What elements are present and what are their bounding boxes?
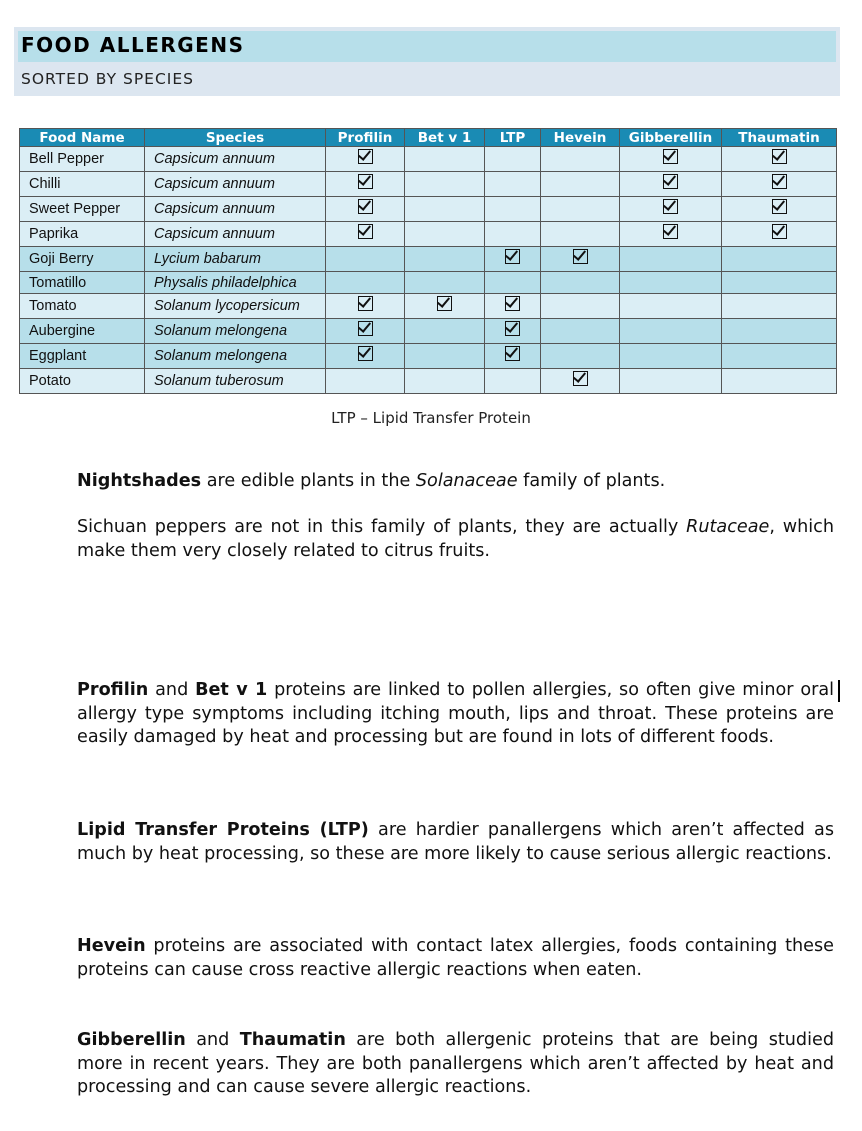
- table-row: [20, 147, 837, 172]
- term-solanaceae: Solanaceae: [415, 471, 518, 491]
- table-row: [20, 247, 837, 272]
- cell-ltp: [485, 222, 541, 247]
- column-header-species: Species: [145, 129, 326, 147]
- term-ltp: Lipid Transfer Proteins (LTP): [77, 820, 369, 840]
- cell-ltp: [485, 147, 541, 172]
- cell-species: Physalis philadelphica: [145, 272, 326, 294]
- checked-box-icon: [772, 199, 787, 214]
- cell-thaumatin: [722, 147, 837, 172]
- checked-box-icon: [358, 174, 373, 189]
- cell-hevein: [541, 319, 620, 344]
- cell-hevein: [541, 172, 620, 197]
- column-header-gibberellin: Gibberellin: [620, 129, 722, 147]
- table-row: [20, 272, 837, 294]
- cell-hevein: [541, 294, 620, 319]
- cell-ltp: [485, 369, 541, 394]
- cell-bet-v-1: [405, 247, 485, 272]
- paragraph-text: are edible plants in the: [201, 471, 416, 491]
- paragraph-text: family of plants.: [517, 471, 666, 491]
- cell-food-name: Goji Berry: [20, 247, 145, 272]
- checked-box-icon: [358, 224, 373, 239]
- table-caption: LTP – Lipid Transfer Protein: [331, 409, 531, 427]
- cell-species: Capsicum annuum: [145, 197, 326, 222]
- table-row: [20, 197, 837, 222]
- paragraph-text: Sichuan peppers are not in this family of plants, they are actually: [77, 517, 687, 537]
- cell-thaumatin: [722, 272, 837, 294]
- column-header-ltp: LTP: [485, 129, 541, 147]
- cell-food-name: Eggplant: [20, 344, 145, 369]
- cell-food-name: Tomatillo: [20, 272, 145, 294]
- cell-thaumatin: [722, 369, 837, 394]
- page-title: FOOD ALLERGENS: [21, 33, 245, 57]
- checked-box-icon: [573, 371, 588, 386]
- cell-bet-v-1: [405, 172, 485, 197]
- cell-food-name: Chilli: [20, 172, 145, 197]
- cell-profilin: [326, 197, 405, 222]
- cell-species: Capsicum annuum: [145, 172, 326, 197]
- column-header-hevein: Hevein: [541, 129, 620, 147]
- table-body: [20, 147, 837, 394]
- paragraph-ltp: [77, 819, 834, 866]
- cell-ltp: [485, 272, 541, 294]
- cell-food-name: Bell Pepper: [20, 147, 145, 172]
- checked-box-icon: [358, 346, 373, 361]
- cell-profilin: [326, 319, 405, 344]
- cell-gibberellin: [620, 197, 722, 222]
- cell-food-name: Tomato: [20, 294, 145, 319]
- cell-gibberellin: [620, 247, 722, 272]
- checked-box-icon: [505, 296, 520, 311]
- checked-box-icon: [663, 174, 678, 189]
- cell-hevein: [541, 272, 620, 294]
- cell-ltp: [485, 247, 541, 272]
- cell-gibberellin: [620, 344, 722, 369]
- cell-hevein: [541, 344, 620, 369]
- cell-ltp: [485, 294, 541, 319]
- paragraph-text: are both allergenic proteins that are being studied more in recent years. They are both panallergens which aren’t affected by heat and processing and can cause severe allergic reactions.: [77, 1030, 834, 1097]
- cell-thaumatin: [722, 197, 837, 222]
- term-bet-v-1: Bet v 1: [195, 680, 268, 700]
- checked-box-icon: [573, 249, 588, 264]
- paragraph-text: proteins are associated with contact latex allergies, foods containing these proteins can cause cross reactive allergic reactions when eaten.: [77, 936, 834, 980]
- paragraph-text: proteins are linked to pollen allergies, so often give minor oral allergy type symptoms including itching mouth, lips and throat. These proteins are easily damaged by heat and processing but are found in lots of different foods.: [77, 680, 834, 747]
- cell-profilin: [326, 172, 405, 197]
- column-header-bet-v-1: Bet v 1: [405, 129, 485, 147]
- paragraph-gibberellin: [77, 1029, 834, 1100]
- cell-bet-v-1: [405, 197, 485, 222]
- cell-hevein: [541, 197, 620, 222]
- checked-box-icon: [358, 199, 373, 214]
- checked-box-icon: [772, 174, 787, 189]
- text-cursor: [838, 680, 840, 702]
- table-row: [20, 222, 837, 247]
- term-profilin: Profilin: [77, 680, 149, 700]
- allergen-table: [19, 128, 837, 394]
- cell-species: Solanum lycopersicum: [145, 294, 326, 319]
- cell-bet-v-1: [405, 369, 485, 394]
- cell-hevein: [541, 222, 620, 247]
- cell-species: Solanum melongena: [145, 319, 326, 344]
- checked-box-icon: [772, 224, 787, 239]
- cell-profilin: [326, 369, 405, 394]
- cell-bet-v-1: [405, 147, 485, 172]
- paragraph-nightshades: [77, 470, 834, 494]
- term-thaumatin: Thaumatin: [239, 1030, 346, 1050]
- cell-hevein: [541, 147, 620, 172]
- cell-ltp: [485, 319, 541, 344]
- table-row: [20, 369, 837, 394]
- cell-thaumatin: [722, 294, 837, 319]
- checked-box-icon: [358, 321, 373, 336]
- paragraph-sichuan: [77, 516, 834, 563]
- cell-hevein: [541, 247, 620, 272]
- term-hevein: Hevein: [77, 936, 146, 956]
- cell-profilin: [326, 222, 405, 247]
- cell-thaumatin: [722, 222, 837, 247]
- term-gibberellin: Gibberellin: [77, 1030, 186, 1050]
- checked-box-icon: [663, 199, 678, 214]
- cell-bet-v-1: [405, 272, 485, 294]
- cell-food-name: Aubergine: [20, 319, 145, 344]
- cell-thaumatin: [722, 247, 837, 272]
- cell-species: Capsicum annuum: [145, 222, 326, 247]
- checked-box-icon: [358, 149, 373, 164]
- paragraph-text: are hardier panallergens which aren’t affected as much by heat processing, so these are more likely to cause serious allergic reactions.: [77, 820, 834, 864]
- column-header-profilin: Profilin: [326, 129, 405, 147]
- cell-profilin: [326, 344, 405, 369]
- cell-profilin: [326, 272, 405, 294]
- checked-box-icon: [663, 149, 678, 164]
- term-nightshades: Nightshades: [77, 471, 202, 491]
- paragraph-text: , which make them very closely related to citrus fruits.: [77, 517, 834, 561]
- paragraph-text: and: [148, 680, 196, 700]
- cell-ltp: [485, 344, 541, 369]
- term-rutaceae: Rutaceae: [686, 517, 770, 537]
- cell-ltp: [485, 172, 541, 197]
- cell-food-name: Paprika: [20, 222, 145, 247]
- table-header-row: [20, 129, 837, 147]
- cell-hevein: [541, 369, 620, 394]
- cell-gibberellin: [620, 172, 722, 197]
- cell-species: Solanum melongena: [145, 344, 326, 369]
- table-row: [20, 172, 837, 197]
- table-row: [20, 294, 837, 319]
- cell-gibberellin: [620, 319, 722, 344]
- column-header-food-name: Food Name: [20, 129, 145, 147]
- paragraph-text: and: [185, 1030, 240, 1050]
- cell-species: Lycium babarum: [145, 247, 326, 272]
- checked-box-icon: [437, 296, 452, 311]
- cell-profilin: [326, 147, 405, 172]
- checked-box-icon: [505, 321, 520, 336]
- cell-food-name: Sweet Pepper: [20, 197, 145, 222]
- table-row: [20, 319, 837, 344]
- checked-box-icon: [505, 249, 520, 264]
- cell-gibberellin: [620, 272, 722, 294]
- cell-species: Solanum tuberosum: [145, 369, 326, 394]
- cell-bet-v-1: [405, 344, 485, 369]
- checked-box-icon: [663, 224, 678, 239]
- cell-gibberellin: [620, 222, 722, 247]
- column-header-thaumatin: Thaumatin: [722, 129, 837, 147]
- cell-thaumatin: [722, 172, 837, 197]
- cell-thaumatin: [722, 319, 837, 344]
- checked-box-icon: [505, 346, 520, 361]
- table-row: [20, 344, 837, 369]
- paragraph-profilin: [77, 679, 834, 750]
- cell-bet-v-1: [405, 294, 485, 319]
- cell-species: Capsicum annuum: [145, 147, 326, 172]
- cell-ltp: [485, 197, 541, 222]
- checked-box-icon: [772, 149, 787, 164]
- cell-profilin: [326, 247, 405, 272]
- cell-gibberellin: [620, 147, 722, 172]
- cell-bet-v-1: [405, 319, 485, 344]
- checked-box-icon: [358, 296, 373, 311]
- cell-gibberellin: [620, 294, 722, 319]
- page-subtitle: SORTED BY SPECIES: [21, 70, 194, 88]
- paragraph-hevein: [77, 935, 834, 982]
- cell-gibberellin: [620, 369, 722, 394]
- cell-food-name: Potato: [20, 369, 145, 394]
- cell-bet-v-1: [405, 222, 485, 247]
- cell-profilin: [326, 294, 405, 319]
- cell-thaumatin: [722, 344, 837, 369]
